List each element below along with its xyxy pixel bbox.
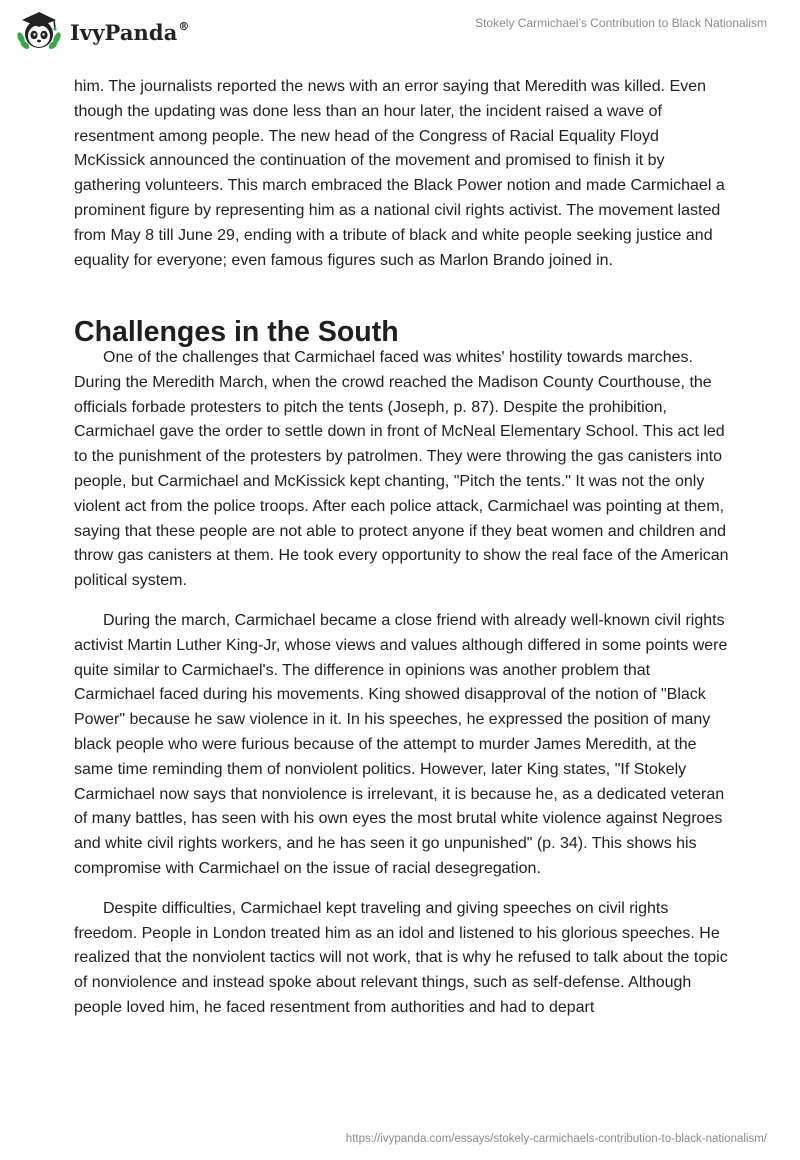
panda-graduate-logo-icon	[14, 8, 64, 52]
source-url[interactable]: https://ivypanda.com/essays/stokely-carmichaels-contribution-to-black-nationalism/	[345, 1133, 767, 1145]
paragraph: One of the challenges that Carmichael faced was whites' hostility towards marches. During the Meredith March, when the crowd reached the Madison County Courthouse, the officials forbade protesters to pitch the tents (Joseph, p. 87). Despite the prohibition, Carmichael gave the order to settle down in front of McNeal Elementary School. This act led to the punishment of the protesters by patrolmen. They were throwing the gas canisters into people, but Carmichael and McKissick kept chanting, "Pitch the tents." It was not the only violent act from the police troops. After each police attack, Carmichael was pointing at them, saying that these people are not able to protect anyone if they beat women and children and throw gas canisters at them. He took every opportunity to show the real face of the American political system.	[74, 349, 729, 590]
page-header	[0, 0, 800, 70]
section-body	[74, 346, 734, 1021]
intro-paragraph: him. The journalists reported the news with an error saying that Meredith was killed. Even though the updating was done less than an hour later, the incident raised a wave of resentment among people. The new head of the Congress of Racial Equality Floyd McKissick announced the continuation of the movement and promised to finish it by gathering volunteers. This march embraced the Black Power notion and made Carmichael a prominent figure by representing him as a national civil rights activist. The movement lasted from May 8 till June 29, ending with a tribute of black and white people seeking justice and equality for everyone; even famous figures such as Marlon Brando joined in.	[74, 78, 725, 269]
document-title: Stokely Carmichael’s Contribution to Black Nationalism	[475, 16, 767, 30]
section-heading: Challenges in the South	[74, 316, 399, 348]
paragraph: During the march, Carmichael became a close friend with already well-known civil rights activist Martin Luther King-Jr, whose views and values although differed in some points were quite similar to Carmichael's. The difference in opinions was another problem that Carmichael faced during his movements. King showed disapproval of the notion of "Black Power" because he saw violence in it. In his speeches, he expressed the position of many black people who were furious because of the attempt to murder James Meredith, at the same time reminding them of nonviolent politics. However, later King states, "If Stokely Carmichael now says that nonviolence is irrelevant, it is because he, as a dedicated veteran of many battles, has seen with his own eyes the most brutal white violence against Negroes and white civil rights workers, and he has seen it go unpunished" (p. 34). This shows his compromise with Carmichael on the issue of racial desegregation.	[74, 611, 728, 877]
paragraph: Despite difficulties, Carmichael kept traveling and giving speeches on civil rights freedom. People in London treated him as an idol and listened to his glorious speeches. He realized that the nonviolent tactics will not work, that is why he refused to talk about the topic of nonviolence and instead spoke about relevant things, such as self-defense. Although people loved him, he faced resentment from authorities and had to depart	[74, 899, 728, 1016]
brand-name: IvyPanda®	[70, 19, 190, 45]
brand-logo[interactable]	[14, 8, 190, 52]
essay-body	[74, 75, 734, 273]
